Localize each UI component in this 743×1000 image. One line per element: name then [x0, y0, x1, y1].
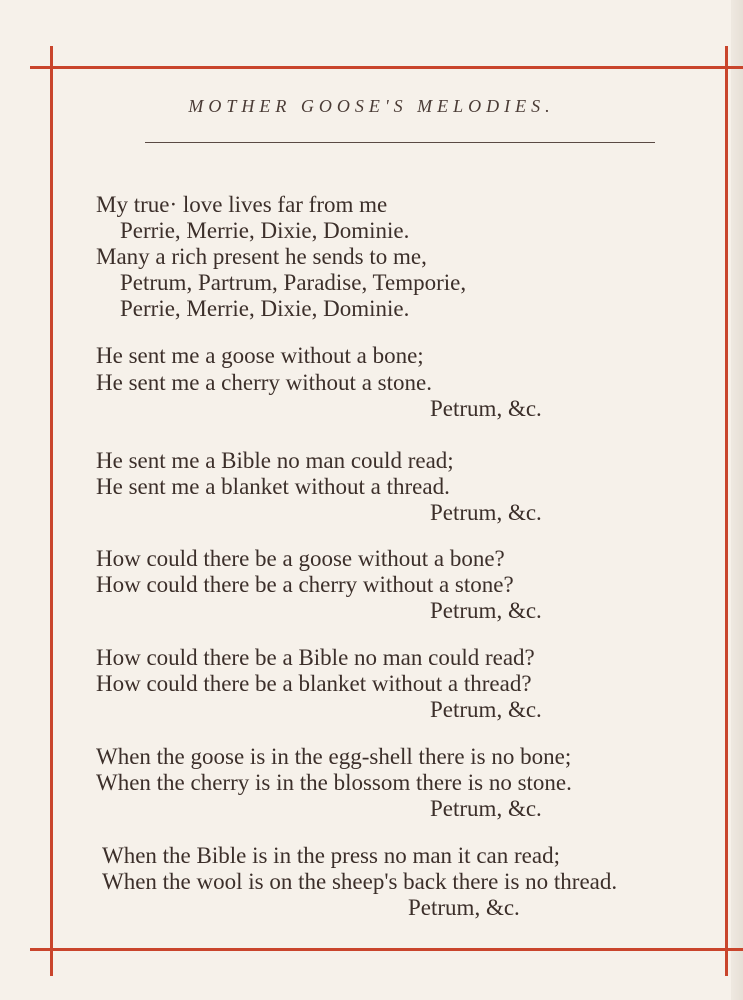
verse-line: He sent me a cherry without a stone. [96, 370, 432, 395]
refrain-line: Petrum, &c. [430, 500, 542, 525]
verse-line: Perrie, Merrie, Dixie, Dominie. [120, 218, 410, 243]
border-right [725, 46, 728, 976]
verse-line: He sent me a blanket without a thread. [96, 474, 450, 499]
page-edge [731, 0, 743, 1000]
verse-line: How could there be a blanket without a thread? [96, 671, 532, 696]
header-rule [145, 142, 655, 143]
verse-line: When the wool is on the sheep's back there is no thread. [102, 869, 618, 894]
refrain-line: Petrum, &c. [430, 796, 542, 821]
verse-line: When the goose is in the egg-shell there is no bone; [96, 744, 572, 769]
refrain-line: Petrum, &c. [430, 598, 542, 623]
refrain-line: Petrum, &c. [408, 895, 520, 920]
verse-line: Perrie, Merrie, Dixie, Dominie. [120, 296, 410, 321]
border-top [30, 66, 743, 69]
border-left [50, 46, 53, 976]
page-header: MOTHER GOOSE'S MELODIES. [188, 96, 555, 116]
verse-line: When the Bible is in the press no man it can read; [102, 843, 560, 868]
verse-line: When the cherry is in the blossom there is no stone. [96, 770, 572, 795]
verse-line: He sent me a Bible no man could read; [96, 448, 454, 473]
verse-line: He sent me a goose without a bone; [96, 343, 424, 368]
verse-line: How could there be a cherry without a stone? [96, 572, 514, 597]
refrain-line: Petrum, &c. [430, 697, 542, 722]
verse-line: My true· love lives far from me [96, 192, 388, 217]
verse-line: Many a rich present he sends to me, [96, 244, 427, 269]
verse-line: How could there be a Bible no man could read? [96, 645, 535, 670]
verse-line: How could there be a goose without a bone? [96, 546, 505, 571]
refrain-line: Petrum, &c. [430, 396, 542, 421]
verse-line: Petrum, Partrum, Paradise, Temporie, [120, 270, 467, 295]
border-bottom [30, 948, 743, 951]
